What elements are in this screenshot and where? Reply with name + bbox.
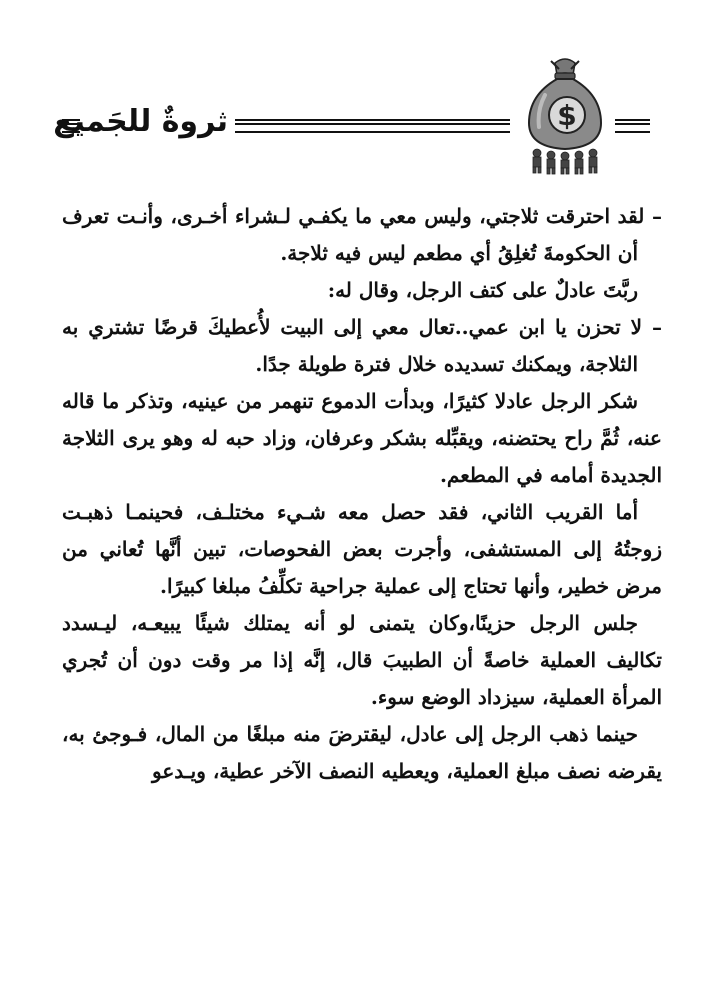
paragraph-1: – لقد احترقت ثلاجتي، وليس معي ما يكفـي لـشراء أخـرى، وأنـت تعرف أن الحكومةَ تُغلِقُ أي مطعم ليس فيه ثلاجة. <box>62 204 662 265</box>
page-header <box>0 55 720 180</box>
paragraph-7: حينما ذهب الرجل إلى عادل، ليقترضَ منه مبلغًا من المال، فـوجئ به، يقرضه نصف مبلغ العملية، ويعطيه النصف الآخر عطية، ويـدعو <box>62 722 662 783</box>
paragraph-3: – لا تحزن يا ابن عمي..تعال معي إلى البيت لأُعطيكَ قرضًا تشتري به الثلاجة، ويمكنك تسديده خلال فترة طويلة جدًا. <box>62 315 662 376</box>
paragraph-4: شكر الرجل عادلا كثيرًا، وبدأت الدموع تنهمر من عينيه، وتذكر ما قاله عنه، ثُمَّ راح يحتضنه، ويقبِّله بشكر وعرفان، وزاد حبه له وهو يرى الثلاجة الجديدة أمامه في المطعم. <box>62 389 662 487</box>
paragraph-2: ربَّتَ عادلٌ على كتف الرجل، وقال له: <box>327 278 638 302</box>
body-text <box>62 198 662 790</box>
header-title: ثروةٌ للجَميع <box>53 104 228 139</box>
paragraph-5: أما القريب الثاني، فقد حصل معه شـيء مختلـف، فحينمـا ذهبـت زوجتُهُ إلى المستشفى، وأجرت بعض الفحوصات، تبين أنَّها تُعاني من مرض خطير، وأنها تحتاج إلى عملية جراحية تكلِّفُ مبلغا كبيرًا. <box>62 500 662 598</box>
logo-dollar-symbol: $ <box>557 99 577 132</box>
money-bag-icon <box>515 55 615 175</box>
header-rule-right <box>615 119 650 133</box>
paragraph-6: جلس الرجل حزينًا،وكان يتمنى لو أنه يمتلك شيئًا يبيعـه، ليـسدد تكاليف العملية خاصةً أن الطبيبَ قال، إنَّه إذا مر وقت دون أن تُجري المرأة العملية، سيزداد الوضع سوء. <box>62 611 662 709</box>
header-rule-middle <box>235 119 510 133</box>
